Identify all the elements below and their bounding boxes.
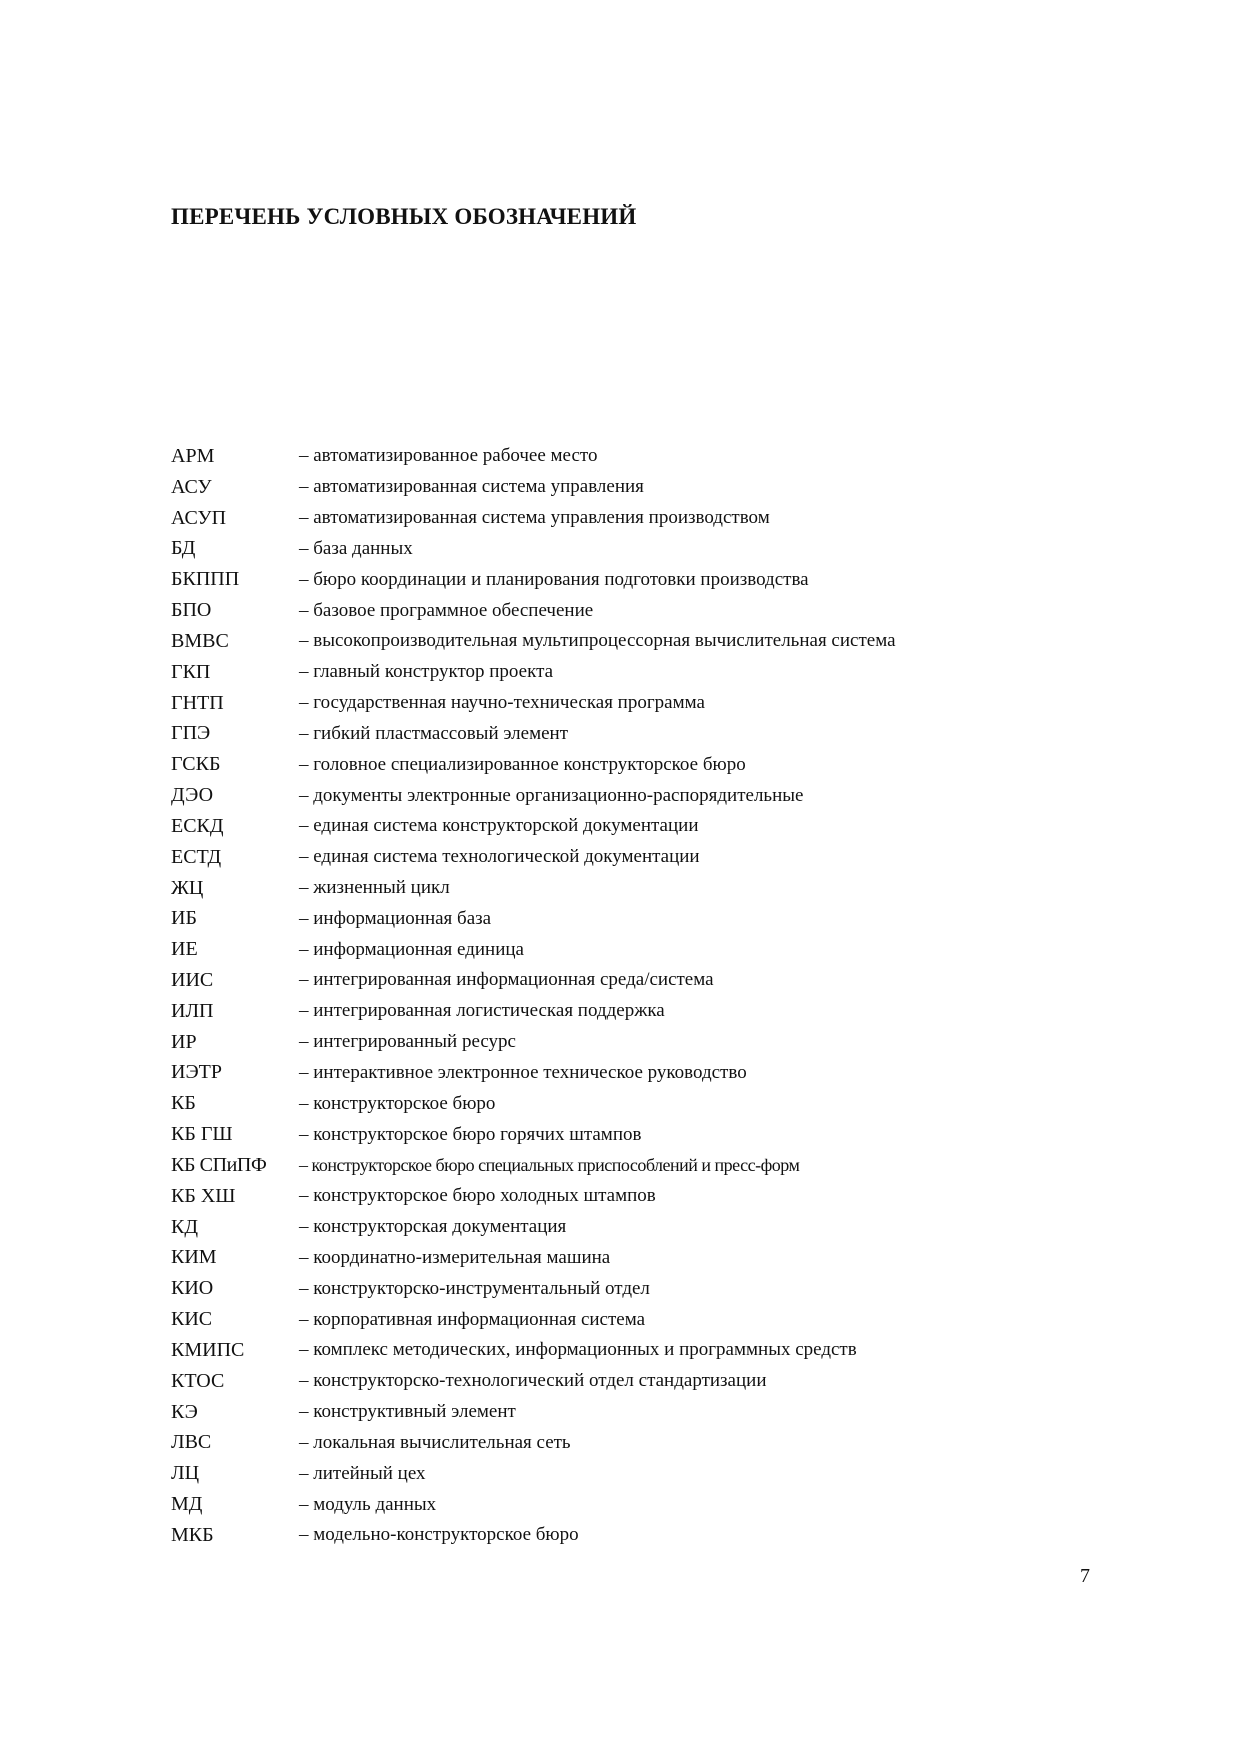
abbreviation-row xyxy=(171,1428,1071,1459)
abbreviation-row xyxy=(171,657,1071,688)
abbreviation-term: ДЭО xyxy=(171,784,214,807)
abbreviation-definition: – конструкторское бюро холодных штампов xyxy=(299,1185,656,1207)
abbreviation-row xyxy=(171,996,1071,1027)
abbreviation-term: ЖЦ xyxy=(171,876,204,899)
abbreviation-row xyxy=(171,1458,1071,1489)
abbreviation-term: ЛЦ xyxy=(171,1462,200,1485)
abbreviation-term: КБ ГШ xyxy=(171,1123,233,1146)
abbreviation-definition: – конструктивный элемент xyxy=(299,1401,516,1423)
abbreviation-term: ИР xyxy=(171,1030,197,1053)
abbreviation-term: ВМВС xyxy=(171,629,229,652)
abbreviation-row xyxy=(171,1088,1071,1119)
abbreviation-term: КБ ХШ xyxy=(171,1184,236,1207)
abbreviation-term: ГКП xyxy=(171,660,211,683)
abbreviation-row xyxy=(171,718,1071,749)
abbreviation-definition: – корпоративная информационная система xyxy=(299,1308,646,1330)
abbreviation-definition: – конструкторско-технологический отдел стандартизации xyxy=(299,1370,767,1392)
abbreviation-term: АСУП xyxy=(171,506,227,529)
abbreviation-definition: – высокопроизводительная мультипроцессорная вычислительная система xyxy=(299,630,896,652)
abbreviation-row xyxy=(171,1212,1071,1243)
abbreviation-row xyxy=(171,472,1071,503)
abbreviation-row xyxy=(171,1335,1071,1366)
abbreviation-row xyxy=(171,503,1071,534)
abbreviation-row xyxy=(171,1520,1071,1551)
abbreviation-term: ИИС xyxy=(171,968,214,991)
abbreviation-term: КД xyxy=(171,1215,198,1238)
abbreviation-term: ЕСКД xyxy=(171,814,224,837)
abbreviation-definition: – информационная единица xyxy=(299,938,524,960)
abbreviation-definition: – конструкторское бюро xyxy=(299,1092,496,1114)
abbreviation-term: ИЕ xyxy=(171,938,198,961)
abbreviation-row xyxy=(171,688,1071,719)
abbreviation-row xyxy=(171,1027,1071,1058)
abbreviation-term: ЕСТД xyxy=(171,845,222,868)
abbreviation-row xyxy=(171,1119,1071,1150)
page-title: ПЕРЕЧЕНЬ УСЛОВНЫХ ОБОЗНАЧЕНИЙ xyxy=(171,204,637,229)
abbreviation-term: КИС xyxy=(171,1308,213,1331)
abbreviation-definition: – модуль данных xyxy=(299,1493,437,1515)
abbreviation-definition: – базовое программное обеспечение xyxy=(299,599,594,621)
abbreviation-term: КТОС xyxy=(171,1369,225,1392)
abbreviation-row xyxy=(171,1181,1071,1212)
abbreviation-definition: – локальная вычислительная сеть xyxy=(299,1431,571,1453)
abbreviation-definition: – модельно-конструкторское бюро xyxy=(299,1524,579,1546)
page-number: 7 xyxy=(1080,1565,1090,1587)
abbreviation-definition: – конструкторское бюро горячих штампов xyxy=(299,1123,642,1145)
abbreviation-row xyxy=(171,441,1071,472)
abbreviation-definition: – автоматизированная система управления производством xyxy=(299,507,770,529)
abbreviation-term: АРМ xyxy=(171,444,215,467)
abbreviation-row xyxy=(171,934,1071,965)
abbreviation-definition: – интерактивное электронное техническое руководство xyxy=(299,1061,747,1083)
abbreviation-definition: – документы электронные организационно-распорядительные xyxy=(299,784,804,806)
abbreviation-row xyxy=(171,1397,1071,1428)
abbreviation-definition: – гибкий пластмассовый элемент xyxy=(299,722,569,744)
abbreviation-row xyxy=(171,1150,1071,1181)
abbreviation-row xyxy=(171,965,1071,996)
abbreviation-term: ИЭТР xyxy=(171,1061,222,1084)
abbreviation-term: КИМ xyxy=(171,1246,217,1269)
abbreviation-row xyxy=(171,1366,1071,1397)
abbreviation-row xyxy=(171,873,1071,904)
abbreviation-row xyxy=(171,903,1071,934)
abbreviation-definition: – интегрированная логистическая поддержка xyxy=(299,1000,665,1022)
abbreviation-row xyxy=(171,749,1071,780)
abbreviation-definition: – жизненный цикл xyxy=(299,877,450,898)
abbreviation-definition: – конструкторская документация xyxy=(299,1216,567,1238)
abbreviation-term: МКБ xyxy=(171,1523,214,1546)
abbreviation-row xyxy=(171,1489,1071,1520)
abbreviation-row xyxy=(171,1273,1071,1304)
abbreviation-term: БКППП xyxy=(171,568,240,591)
abbreviation-definition: – конструкторское бюро специальных приспособлений и пресс-форм xyxy=(299,1154,800,1175)
abbreviation-definition: – автоматизированное рабочее место xyxy=(299,445,598,467)
abbreviation-list xyxy=(171,441,1071,1551)
abbreviation-term: ГПЭ xyxy=(171,722,211,745)
abbreviation-row xyxy=(171,811,1071,842)
abbreviation-term: ЛВС xyxy=(171,1431,212,1454)
abbreviation-definition: – головное специализированное конструкторское бюро xyxy=(299,753,746,775)
abbreviation-term: БД xyxy=(171,537,196,560)
abbreviation-term: КМИПС xyxy=(171,1338,245,1361)
abbreviation-term: КЭ xyxy=(171,1400,198,1423)
abbreviation-row xyxy=(171,533,1071,564)
abbreviation-definition: – главный конструктор проекта xyxy=(299,661,554,683)
abbreviation-row xyxy=(171,1304,1071,1335)
abbreviation-definition: – интегрированный ресурс xyxy=(299,1031,516,1053)
abbreviation-term: КИО xyxy=(171,1277,214,1300)
abbreviation-definition: – информационная база xyxy=(299,907,492,929)
abbreviation-term: МД xyxy=(171,1493,203,1516)
abbreviation-row xyxy=(171,595,1071,626)
abbreviation-term: ГСКБ xyxy=(171,753,221,776)
abbreviation-row xyxy=(171,842,1071,873)
abbreviation-definition: – единая система конструкторской документации xyxy=(299,815,699,837)
abbreviation-term: КБ СПиПФ xyxy=(171,1153,267,1176)
abbreviation-definition: – литейный цех xyxy=(299,1462,426,1484)
abbreviation-definition: – конструкторско-инструментальный отдел xyxy=(299,1277,650,1299)
abbreviation-row xyxy=(171,1058,1071,1089)
abbreviation-row xyxy=(171,564,1071,595)
abbreviation-definition: – государственная научно-техническая программа xyxy=(299,692,705,714)
abbreviation-row xyxy=(171,780,1071,811)
abbreviation-term: АСУ xyxy=(171,475,212,498)
abbreviation-term: ИЛП xyxy=(171,999,214,1022)
abbreviation-definition: – интегрированная информационная среда/система xyxy=(299,969,714,991)
abbreviation-term: БПО xyxy=(171,599,212,622)
abbreviation-term: ГНТП xyxy=(171,691,224,714)
abbreviation-definition: – бюро координации и планирования подготовки производства xyxy=(299,568,809,590)
abbreviation-definition: – база данных xyxy=(299,537,413,559)
abbreviation-row xyxy=(171,1243,1071,1274)
abbreviation-definition: – координатно-измерительная машина xyxy=(299,1246,611,1268)
abbreviation-term: ИБ xyxy=(171,907,197,930)
abbreviation-definition: – единая система технологической документации xyxy=(299,846,700,868)
abbreviation-row xyxy=(171,626,1071,657)
abbreviation-definition: – комплекс методических, информационных и программных средств xyxy=(299,1339,857,1361)
abbreviation-definition: – автоматизированная система управления xyxy=(299,476,644,498)
abbreviation-term: КБ xyxy=(171,1092,196,1115)
